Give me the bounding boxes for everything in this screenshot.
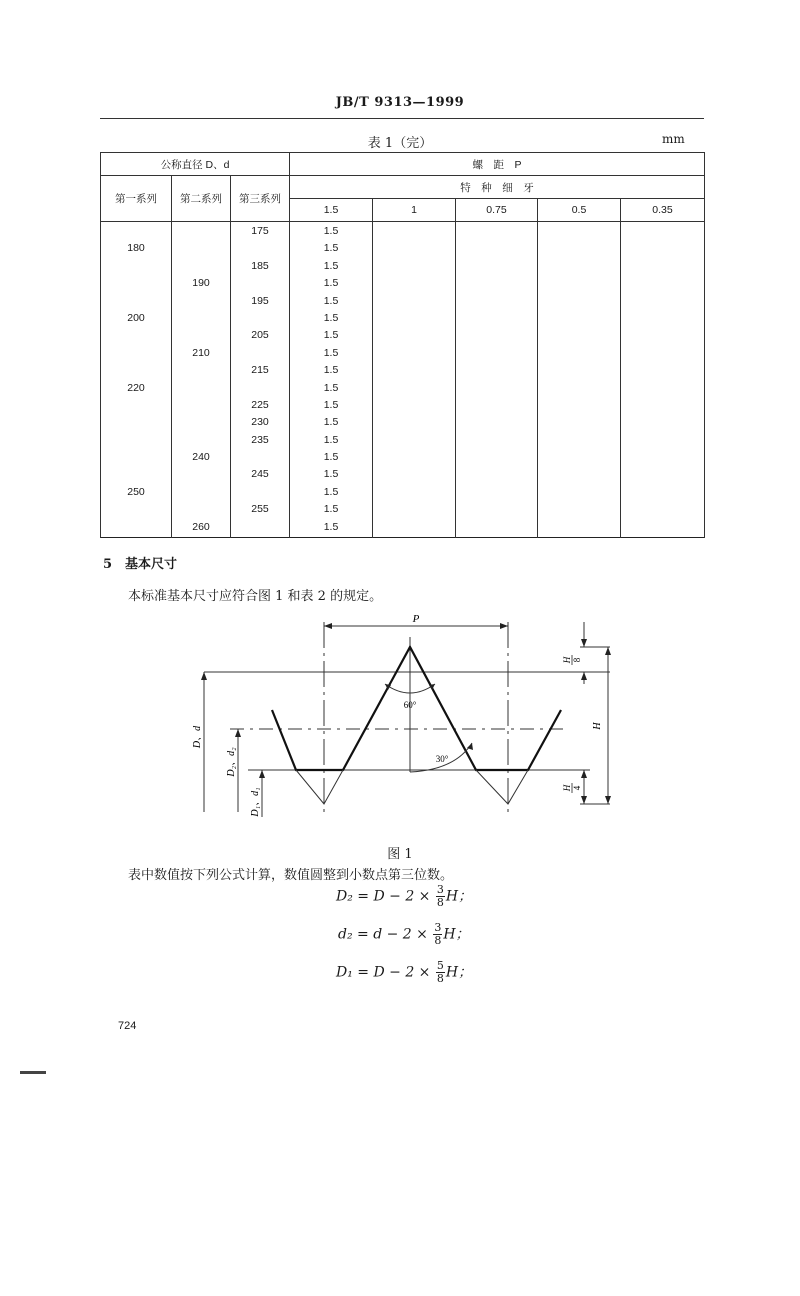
thread-profile-figure — [180, 612, 640, 832]
h-over-4-num: H — [562, 784, 572, 792]
table-cell — [101, 223, 171, 240]
table-cell: 185 — [251, 259, 269, 272]
pitch-table — [100, 152, 705, 538]
formula-1 — [336, 884, 472, 909]
nominal-diameter-header: 公称直径 D、d — [101, 153, 290, 176]
table-cell: 230 — [251, 416, 269, 429]
series-1-header: 第一系列 — [101, 176, 172, 222]
table-cell: 1.5 — [323, 520, 339, 533]
formula-2-numerator: 3 — [434, 921, 442, 934]
pitch-col-header: 1.5 — [290, 199, 373, 222]
minor-diameter-label: D₁、d₁ — [250, 787, 261, 817]
table-cell: 195 — [251, 294, 269, 307]
table-cell — [172, 466, 230, 483]
table-cell — [101, 345, 171, 362]
table-cell — [172, 397, 230, 414]
pitch-1-column — [373, 222, 456, 538]
table-cell: 1.5 — [323, 225, 339, 237]
series-2-header: 第二系列 — [172, 176, 231, 222]
formula-1-denominator: 8 — [436, 896, 444, 909]
pitch-0-75-column — [456, 222, 538, 538]
table-cell: 225 — [251, 398, 269, 411]
table-cell — [231, 449, 289, 466]
table-cell — [172, 432, 230, 449]
table-cell: 1.5 — [323, 398, 339, 411]
formula-1-numerator: 3 — [436, 883, 444, 896]
table-cell: 245 — [251, 468, 269, 481]
table-cell: 205 — [251, 329, 269, 342]
table-cell: 260 — [192, 520, 210, 533]
series-1-column — [101, 222, 172, 538]
table-cell — [231, 310, 289, 327]
table-cell — [101, 362, 171, 379]
formula-3 — [336, 960, 472, 985]
table-cell: 1.5 — [323, 503, 339, 516]
table-cell: 1.5 — [323, 311, 339, 324]
root-triangle-left — [296, 770, 343, 804]
table-cell: 250 — [127, 485, 145, 498]
pitch-label: P — [412, 613, 420, 625]
table-cell: 235 — [251, 433, 269, 446]
table-cell: 190 — [192, 277, 210, 290]
table-caption: 表 1（完） — [367, 136, 433, 151]
table-cell: 1.5 — [323, 277, 339, 290]
angle-30-label: 30° — [435, 754, 449, 764]
formula-3-tail: H； — [445, 964, 473, 981]
pitch-col-header: 0.35 — [621, 199, 705, 222]
table-cell — [172, 240, 230, 257]
table-cell — [172, 293, 230, 310]
table-cell: 180 — [127, 242, 145, 255]
table-cell: 240 — [192, 451, 210, 464]
table-cell — [101, 414, 171, 431]
pitch-diameter-label: D₂、d₂ — [226, 747, 237, 777]
height-label: H — [592, 722, 603, 730]
table-cell — [101, 397, 171, 414]
pitch-col-header: 0.75 — [456, 199, 538, 222]
table-cell: 1.5 — [323, 294, 339, 307]
section-title: 5 基本尺寸 — [103, 557, 178, 572]
table-cell — [172, 362, 230, 379]
table-unit: mm — [662, 132, 685, 146]
table-cell — [101, 293, 171, 310]
formula-3-denominator: 8 — [436, 972, 444, 985]
pitch-header: 螺 距 P — [290, 153, 705, 176]
table-cell — [231, 519, 289, 536]
table-cell — [101, 501, 171, 518]
scan-artifact — [20, 1071, 46, 1074]
table-cell — [101, 275, 171, 292]
table-cell: 1.5 — [323, 468, 339, 481]
root-triangle-right — [476, 770, 528, 804]
table-cell — [172, 501, 230, 518]
section-text: 本标准基本尺寸应符合图 1 和表 2 的规定。 — [128, 589, 383, 604]
table-cell: 1.5 — [323, 364, 339, 377]
major-diameter-label: D、d — [192, 725, 203, 749]
table-cell: 210 — [192, 346, 210, 359]
formula-2-tail: H； — [443, 926, 470, 943]
table-cell: 220 — [127, 381, 145, 394]
table-cell: 1.5 — [323, 259, 339, 272]
table-cell — [101, 258, 171, 275]
table-cell: 200 — [127, 311, 145, 324]
table-cell: 1.5 — [323, 329, 339, 342]
formula-2-denominator: 8 — [434, 934, 442, 947]
h-over-8-num: H — [562, 656, 572, 664]
table-cell — [172, 484, 230, 501]
formula-1-lhs: D₂ = D − 2 × — [336, 888, 431, 905]
table-cell — [231, 484, 289, 501]
series-3-column — [231, 222, 290, 538]
formula-3-numerator: 5 — [436, 959, 444, 972]
pitch-col-header: 0.5 — [538, 199, 621, 222]
table-cell — [172, 258, 230, 275]
header-rule — [100, 118, 704, 119]
table-cell: 255 — [251, 503, 269, 516]
table-cell — [101, 449, 171, 466]
table-cell — [172, 223, 230, 240]
table-cell: 1.5 — [323, 485, 339, 498]
table-cell: 1.5 — [323, 451, 339, 464]
table-cell: 1.5 — [323, 416, 339, 429]
table-cell — [172, 310, 230, 327]
table-cell — [231, 345, 289, 362]
series-3-header: 第三系列 — [231, 176, 290, 222]
pitch-0-35-column — [621, 222, 705, 538]
formula-3-lhs: D₁ = D − 2 × — [336, 964, 431, 981]
table-cell — [231, 275, 289, 292]
table-cell — [101, 466, 171, 483]
table-cell — [231, 380, 289, 397]
figure-caption: 图 1 — [387, 847, 413, 862]
page-number: 724 — [118, 1020, 137, 1032]
table-cell: 1.5 — [323, 346, 339, 359]
formula-intro: 表中数值按下列公式计算，数值圆整到小数点第三位数。 — [128, 868, 454, 883]
h-over-8-den: 8 — [572, 657, 582, 663]
table-cell: 1.5 — [323, 433, 339, 446]
standard-code-header: JB/T 9313—1999 — [335, 95, 465, 110]
table-cell — [172, 380, 230, 397]
series-2-column — [172, 222, 231, 538]
thread-profile — [272, 647, 561, 770]
table-cell — [231, 240, 289, 257]
special-fine-header: 特 种 细 牙 — [290, 176, 705, 199]
formula-2 — [338, 922, 470, 947]
table-cell — [101, 327, 171, 344]
table-cell — [172, 327, 230, 344]
table-cell: 215 — [251, 364, 269, 377]
h-over-4-den: 4 — [572, 785, 582, 791]
angle-60-label: 60° — [403, 700, 417, 710]
table-cell — [101, 432, 171, 449]
formula-1-tail: H； — [445, 888, 473, 905]
table-cell — [172, 414, 230, 431]
pitch-1-5-column — [290, 222, 373, 538]
table-cell — [101, 519, 171, 536]
table-cell: 1.5 — [323, 381, 339, 394]
formula-2-lhs: d₂ = d − 2 × — [338, 926, 428, 943]
table-cell: 1.5 — [323, 242, 339, 255]
pitch-0-5-column — [538, 222, 621, 538]
table-cell: 175 — [251, 225, 269, 237]
pitch-col-header: 1 — [373, 199, 456, 222]
